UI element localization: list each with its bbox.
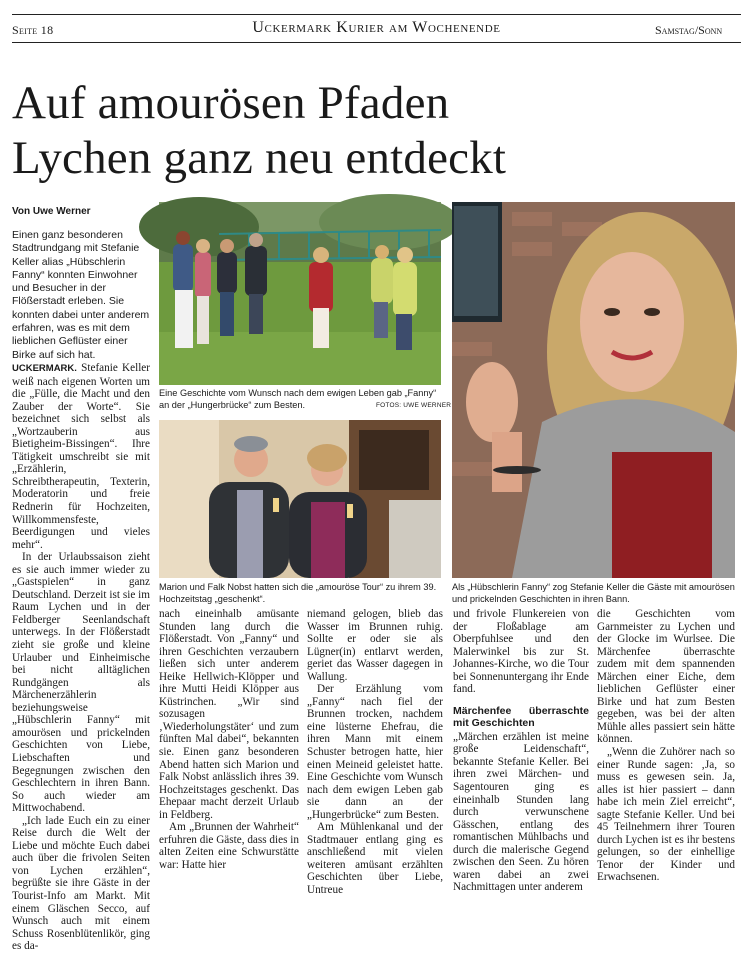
article-dateline: UCKERMARK. [12, 363, 77, 374]
paragraph: Der Erzählung vom „Fanny“ nach fiel der Brunnen trocken, nachdem eine lüsterne Ehefrau, die ihren Mann mit einem Schuster betrogen hatte, hier einen Meineid geleistet hatte. Eine Geschichte vom Wunsch nach dem ewigen Leben gab sie dann an der „Hungerbrücke“ zum Besten. [307, 683, 443, 821]
paragraph: In der Urlaubssaison zieht es sie auch immer wieder zu „Gastspielen“ in ganz Deutschland. Derzeit ist sie im Raum Lychen und in der Feldberger Seenlandschaft unterwegs. In der Flößerstadt zieht sie große und kleine Urlauber und Einheimische bei nicht alltäglichen Rundgängen als Märchenerzählerin beziehungsweise „Hübschlerin Fanny“ mit amourösen und prickelnden Geschichten von Liebe, Liebschaften und Begegnungen zwischen den Geschlechtern in ihren Bann. So auch wieder am Mittwochabend. [12, 551, 150, 815]
issue-date: Samstag/Sonn [655, 23, 723, 37]
paragraph: nach eineinhalb amüsante Stunden lang durch die Flößerstadt. Von „Fanny“ und ihren Geschichten verzaubern ließen sich unter anderem Heike Hellwich-Klöpper und ihre Mutti Heidi Klöpper aus Küstrinchen. „Wir sind sozusagen ‚Wiederholungstäter‘ und zum fünften Mal dabei“, bekannten sie. Einen ganz besonderen Abend hatten sich Marion und Falk Nobst anlässlich ihres 39. Hochzeitstages geschenkt. Das Ehepaar macht derzeit Urlaub in Feldberg. [159, 608, 299, 821]
article-column-1 [12, 362, 150, 953]
article-author: Von Uwe Werner [12, 206, 91, 217]
article-column-4 [453, 608, 589, 894]
paragraph: niemand gelogen, blieb das Wasser im Brunnen ruhig. Sollte er oder sie als Lügner(in) entlarvt werden, geriet das Wasser dagegen in Wallung. [307, 608, 443, 683]
article-column-2 [159, 608, 299, 882]
page-header [12, 14, 741, 44]
article-headline [12, 76, 741, 186]
caption-photo-fanny: Als „Hübschlerin Fanny“ zog Stefanie Keller die Gäste mit amourösen und prickelnden Geschichten in ihren Bann. [452, 582, 735, 604]
caption-photo-couple: Marion und Falk Nobst hatten sich die „amouröse Tour“ zu ihrem 39. Hochzeitstag „geschenkt“. [159, 582, 437, 604]
article-column-5 [597, 608, 735, 882]
page-number: Seite 18 [12, 23, 54, 37]
header-bottom-rule [12, 42, 741, 43]
paragraph: und frivole Flunkereien von der Floßablage am Oberpfuhlsee und den Malerwinkel bis zur St. Johannes-Kirche, wo die Tour bei Sonnenuntergang ihr Ende fand. [453, 608, 589, 696]
paragraph: Stefanie Keller weiß nach eigenen Worten um die „Fülle, die Macht und den Zauber der Worte“. Sie bezeichnet sich selbst als „Wortzauberin aus Bietigheim-Bissingen“. Ihre Tätigkeit umschreibt sie mit „Erzählerin, Schreibtherapeutin, Texterin, Moderatorin und freie Rednerin für Hochzeiten, Willkommensfeste, Beerdigungen und vieles mehr“. [12, 362, 150, 551]
article-subheading: Märchenfee überraschte mit Geschichten [453, 704, 589, 730]
paragraph: „Wenn die Zuhörer nach so einer Runde sagen: ‚Ja, so muss es gewesen sein. Ja, alles ist hier passiert – dann habe ich mein Ziel erreicht“, sagte Stefanie Keller. Und bei 45 Teilnehmern ihrer Touren durch Lychen ist es ihr bestens gelungen, so der einhellige Tenor der Kinder und Erwachsenen. [597, 746, 735, 884]
caption-photo-hungerbruecke: Eine Geschichte vom Wunsch nach dem ewigen Leben gab „Fanny“ an der „Hungerbrücke“ zum Besten. [159, 388, 437, 410]
photo-credit: FOTOS: UWE WERNER [376, 402, 452, 409]
paragraph: Am „Brunnen der Wahrheit“ erfuhren die Gäste, dass dies in alten Zeiten eine Schwurstätte war: Hatte hier [159, 821, 299, 871]
newspaper-name: Uckermark Kurier am Wochenende [252, 19, 501, 36]
article-teaser: Einen ganz besonderen Stadtrundgang mit Stefanie Keller alias „Hübschlerin Fanny“ konnten Einwohner und Besucher in der Flößerstadt erleben. Sie konnten dabei unter anderem erfahren, was es mit dem lieblichen Geflüster einer Birke auf sich hat. [12, 229, 150, 361]
paragraph: „Ich lade Euch ein zu einer Reise durch die Welt der Liebe und möchte Euch dabei auch über die frivolen Seiten von Lychen erzählen“, begrüßte sie ihre Gäste in der Tourist-Info am Markt. Mit einem Gläschen Secco, auf Wunsch auch mit einem Schuss Rosenblütenlikör, ging es da- [12, 814, 150, 953]
headline-line-1: Auf amourösen Pfaden [12, 77, 450, 129]
photo-huebschlerin-fanny [452, 202, 735, 578]
photo-couple-nobst [159, 420, 441, 578]
article-column-3 [307, 608, 443, 897]
header-top-rule [12, 14, 741, 15]
paragraph: Am Mühlenkanal und der Stadtmauer entlang ging es anschließend mit vielen weiteren amüsant erzählten Geschichten über Liebe, Untreue [307, 821, 443, 897]
paragraph: die Geschichten vom Garnmeister zu Lychen und der Glocke im Wurlsee. Die Märchenfee überraschte zudem mit dem spannenden Märchen einer Eiche, dem lieblichen Geflüster einer Birke und hat zum Besten gegeben, was bei der alten Mühle alles passiert sein hätte können. [597, 608, 735, 746]
headline-line-2: Lychen ganz neu entdeckt [12, 132, 507, 184]
paragraph: „Märchen erzählen ist meine große Leidenschaft“, bekannte Stefanie Keller. Bei ihren zwei Märchen- und Sagentouren ging es eineinhalb Stunden lang durch verwunschene Gässchen, entlang des romantischen Mühlbachs und durch die malerische Gegend zwischen den Seen. Zu hören waren dabei an zwei Nachmittagen unter anderem [453, 730, 589, 894]
photo-hungerbruecke [159, 202, 441, 385]
